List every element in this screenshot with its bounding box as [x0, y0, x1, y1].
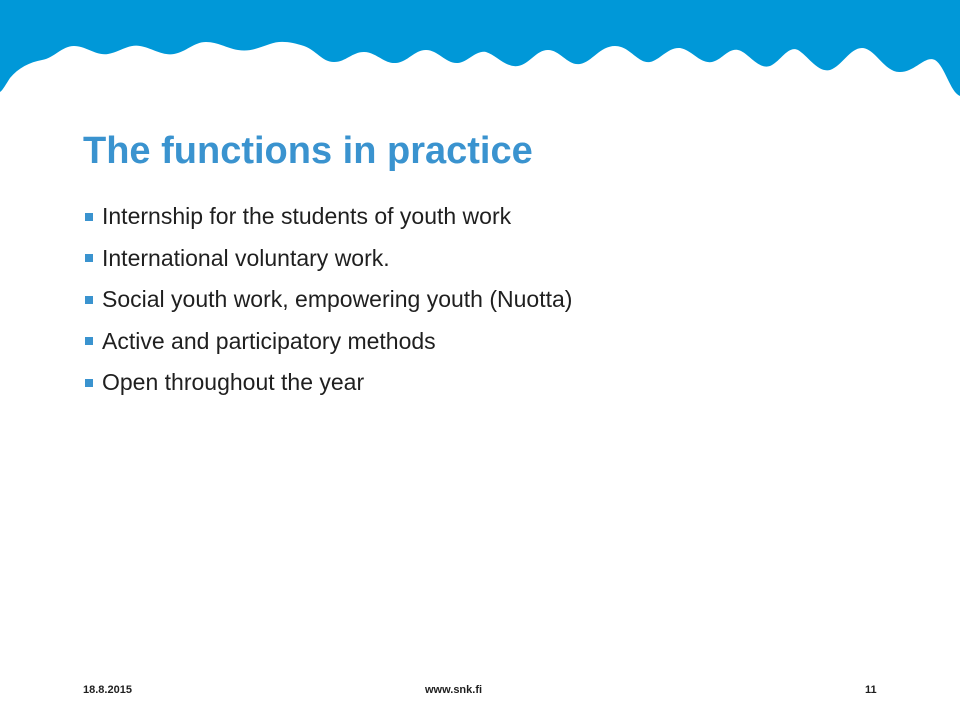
list-item — [85, 196, 572, 238]
header-wave-banner — [0, 0, 960, 110]
square-bullet-icon — [85, 213, 93, 221]
bullet-text: Open throughout the year — [102, 369, 365, 396]
square-bullet-icon — [85, 296, 93, 304]
footer-url: www.snk.fi — [425, 684, 483, 696]
list-item — [85, 321, 572, 363]
bullet-text: International voluntary work. — [102, 244, 390, 271]
list-item — [85, 362, 572, 404]
bullet-text: Active and participatory methods — [102, 327, 436, 354]
list-item — [85, 238, 572, 280]
bullet-text: Internship for the students of youth work — [102, 203, 512, 230]
footer-date: 18.8.2015 — [83, 684, 132, 696]
square-bullet-icon — [85, 337, 93, 345]
bullet-text: Social youth work, empowering youth (Nuotta) — [102, 286, 573, 313]
slide-title: The functions in practice — [83, 130, 533, 172]
page-number: 11 — [865, 684, 877, 696]
bullet-list — [85, 196, 572, 404]
list-item — [85, 279, 572, 321]
square-bullet-icon — [85, 379, 93, 387]
square-bullet-icon — [85, 254, 93, 262]
